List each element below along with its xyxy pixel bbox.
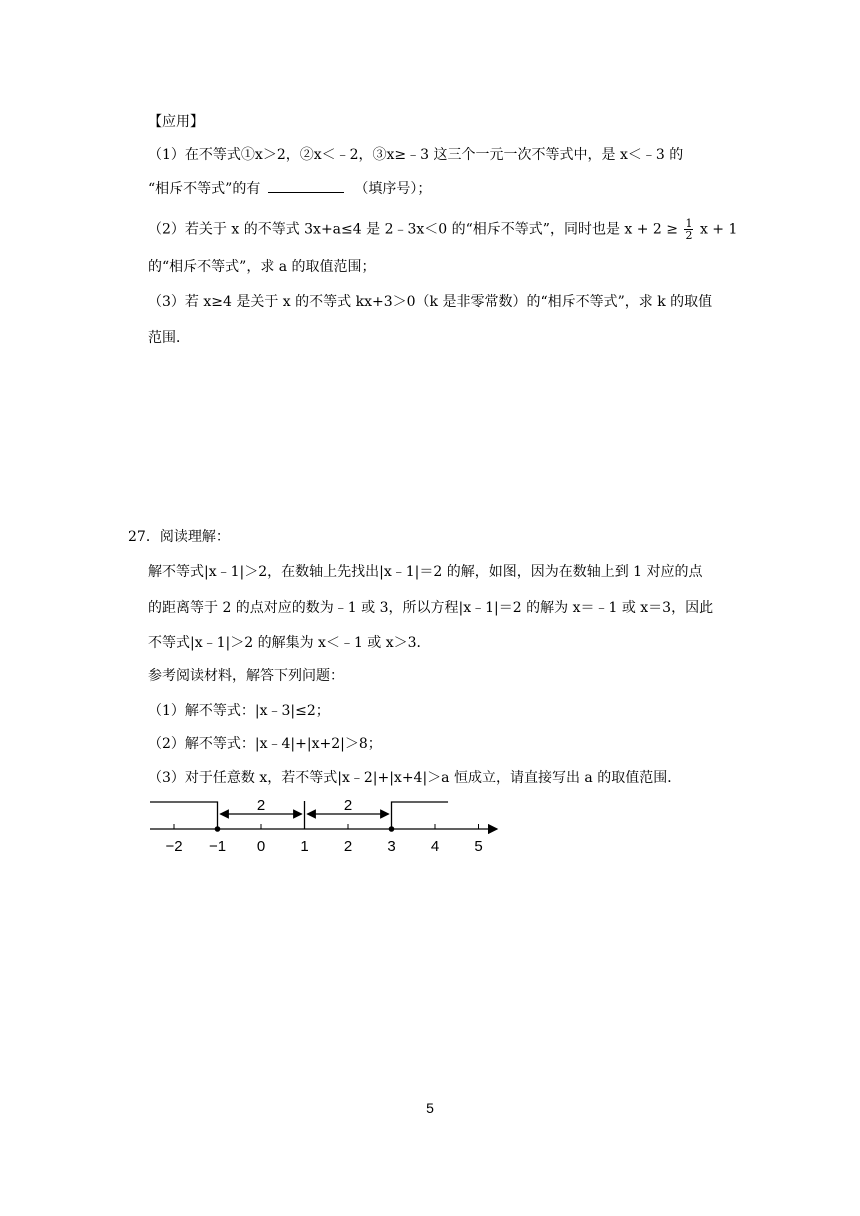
q27-paragraph-4: 参考阅读材料，解答下列问题： <box>148 668 344 684</box>
tick-label: −2 <box>165 838 183 855</box>
question-27-title: 27．阅读理解： <box>128 529 230 545</box>
q1-part-d: （填序号）； <box>354 181 432 197</box>
tick-label: 5 <box>474 838 483 855</box>
q1-part-a: （1）在不等式① <box>148 147 255 163</box>
q27-subquestion-1: （1）解不等式：|x﹣3|≤2； <box>148 703 330 719</box>
app-question-1-line-2 <box>148 178 431 199</box>
section-label: 【应用】 <box>148 114 204 130</box>
solution-region-right <box>392 802 449 829</box>
app-question-3-line-2: 范围． <box>148 330 190 346</box>
tick-label: 3 <box>387 838 396 855</box>
page-number: 5 <box>426 1100 434 1116</box>
app-question-3-line-1: （3）若 x≥4 是关于 x 的不等式 kx+3＞0（k 是非零常数）的“相斥不等式”，求 k 的取值 <box>148 294 713 310</box>
solution-region-left <box>150 802 218 829</box>
q1-part-b: x＞2，②x＜﹣2，③x≥﹣3 这三个一元一次不等式中，是 x＜﹣3 的 <box>254 147 684 163</box>
q27-paragraph-3: 不等式|x﹣1|＞2 的解集为 x＜﹣1 或 x＞3． <box>148 635 431 651</box>
q27-subquestion-2: （2）解不等式：|x﹣4|+|x+2|＞8； <box>148 736 382 752</box>
answer-blank[interactable] <box>268 178 344 193</box>
distance-label-left: 2 <box>256 797 266 814</box>
q1-part-c: “相斥不等式”的有 <box>148 181 261 197</box>
tick-label: 1 <box>300 838 309 855</box>
number-line-figure <box>145 796 515 856</box>
app-question-2-line-1 <box>148 218 737 241</box>
point-marker <box>389 826 395 832</box>
fraction-one-half <box>684 218 693 241</box>
q2-tail: x + 1 <box>699 221 738 238</box>
tick-label: 0 <box>256 838 266 855</box>
q2-part-a: （2）若关于 x 的不等式 3x+a≤4 是 2﹣3x＜0 的“相斥不等式”，同时也是 x + 2 ≥ <box>148 221 679 238</box>
q27-paragraph-1: 解不等式|x﹣1|＞2，在数轴上先找出|x﹣1|＝2 的解，如图，因为在数轴上到 1 对应的点 <box>148 564 703 580</box>
distance-label-right: 2 <box>343 797 353 814</box>
tick-label: 4 <box>430 838 440 855</box>
point-marker <box>215 826 221 832</box>
tick-label: 2 <box>343 838 353 855</box>
fraction-numerator: 1 <box>685 217 693 230</box>
fraction-denominator: 2 <box>685 229 693 242</box>
q27-paragraph-2: 的距离等于 2 的点对应的数为﹣1 或 3，所以方程|x﹣1|＝2 的解为 x＝﹣1 或 x＝3，因此 <box>148 600 714 616</box>
app-question-1-line-1 <box>148 145 683 165</box>
q27-subquestion-3: （3）对于任意数 x，若不等式|x﹣2|+|x+4|＞a 恒成立，请直接写出 a 的取值范围． <box>148 770 682 786</box>
app-question-2-line-2: 的“相斥不等式”，求 a 的取值范围； <box>148 259 376 275</box>
tick-label: −1 <box>208 838 227 855</box>
